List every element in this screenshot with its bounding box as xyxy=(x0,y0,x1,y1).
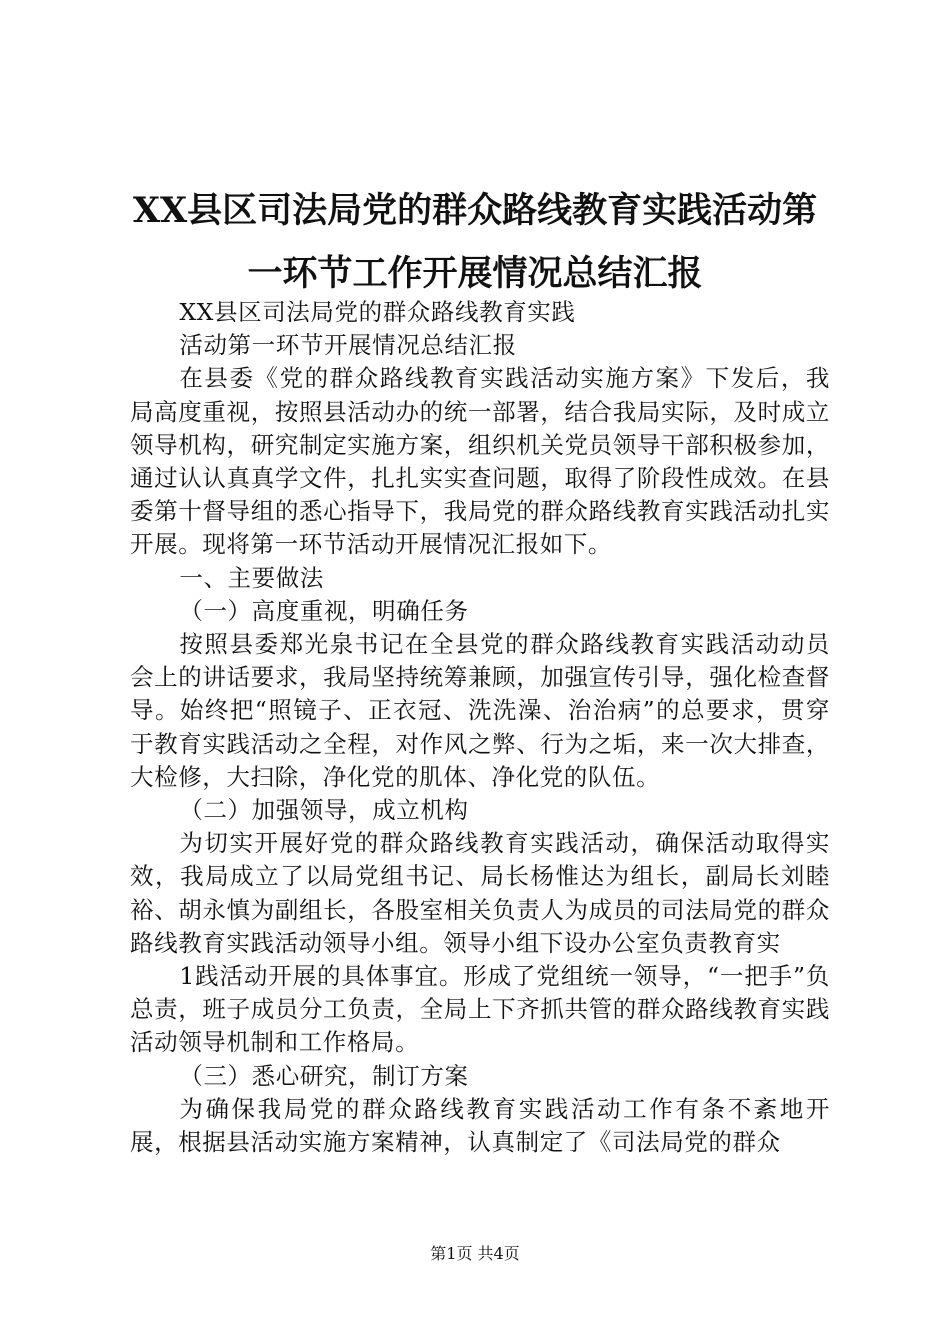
body-paragraph: 活动第一环节开展情况总结汇报 xyxy=(179,331,517,360)
body-paragraph: 为确保我局党的群众路线教育实践活动工作有条不紊地开展，根据县活动实施方案精神，认真制定了《司法局党的群众 xyxy=(130,1094,830,1157)
subsection-heading: （一）高度重视，明确任务 xyxy=(179,596,469,625)
body-paragraph: XX县区司法局党的群众路线教育实践 xyxy=(179,298,576,326)
body-paragraph: 在县委《党的群众路线教育实践活动实施方案》下发后，我局高度重视，按照县活动办的统一部署，结合我局实际，及时成立领导机构，研究制定实施方案，组织机关党员领导干部积极参加，通过认认真真学文件，扎扎实实查问题，取得了阶段性成效。在县委第十督导组的悉心指导下，我局党的群众路线教育实践活动扎实开展。现将第一环节活动开展情况汇报如下。 xyxy=(130,364,830,559)
subsection-heading: （二）加强领导，成立机构 xyxy=(179,796,469,825)
page-footer: 第1页 共4页 xyxy=(430,1244,520,1263)
document-title-line-1: XX县区司法局党的群众路线教育实践活动第 xyxy=(132,190,818,231)
document-body xyxy=(130,296,830,1159)
subsection-heading: （三）悉心研究，制订方案 xyxy=(179,1061,469,1090)
section-heading: 一、主要做法 xyxy=(179,563,324,592)
body-paragraph: 为切实开展好党的群众路线教育实践活动，确保活动取得实效，我局成立了以局党组书记、局长杨惟达为组长，副局长刘睦裕、胡永慎为副组长，各股室相关负责人为成员的司法局党的群众路线教育实践活动领导小组。领导小组下设办公室负责教育实 xyxy=(130,829,830,957)
document-title-line-2: 一环节工作开展情况总结汇报 xyxy=(247,253,703,294)
body-paragraph: 1践活动开展的具体事宜。形成了党组统一领导，“一把手”负总责，班子成员分工负责，全局上下齐抓共管的群众路线教育实践活动领导机制和工作格局。 xyxy=(130,962,830,1057)
body-paragraph: 按照县委郑光泉书记在全县党的群众路线教育实践活动动员会上的讲话要求，我局坚持统筹兼顾，加强宣传引导，强化检查督导。始终把“照镜子、正衣冠、洗洗澡、治治病”的总要求，贯穿于教育实践活动之全程，对作风之弊、行为之垢，来一次大排查，大检修，大扫除，净化党的肌体、净化党的队伍。 xyxy=(130,630,830,791)
